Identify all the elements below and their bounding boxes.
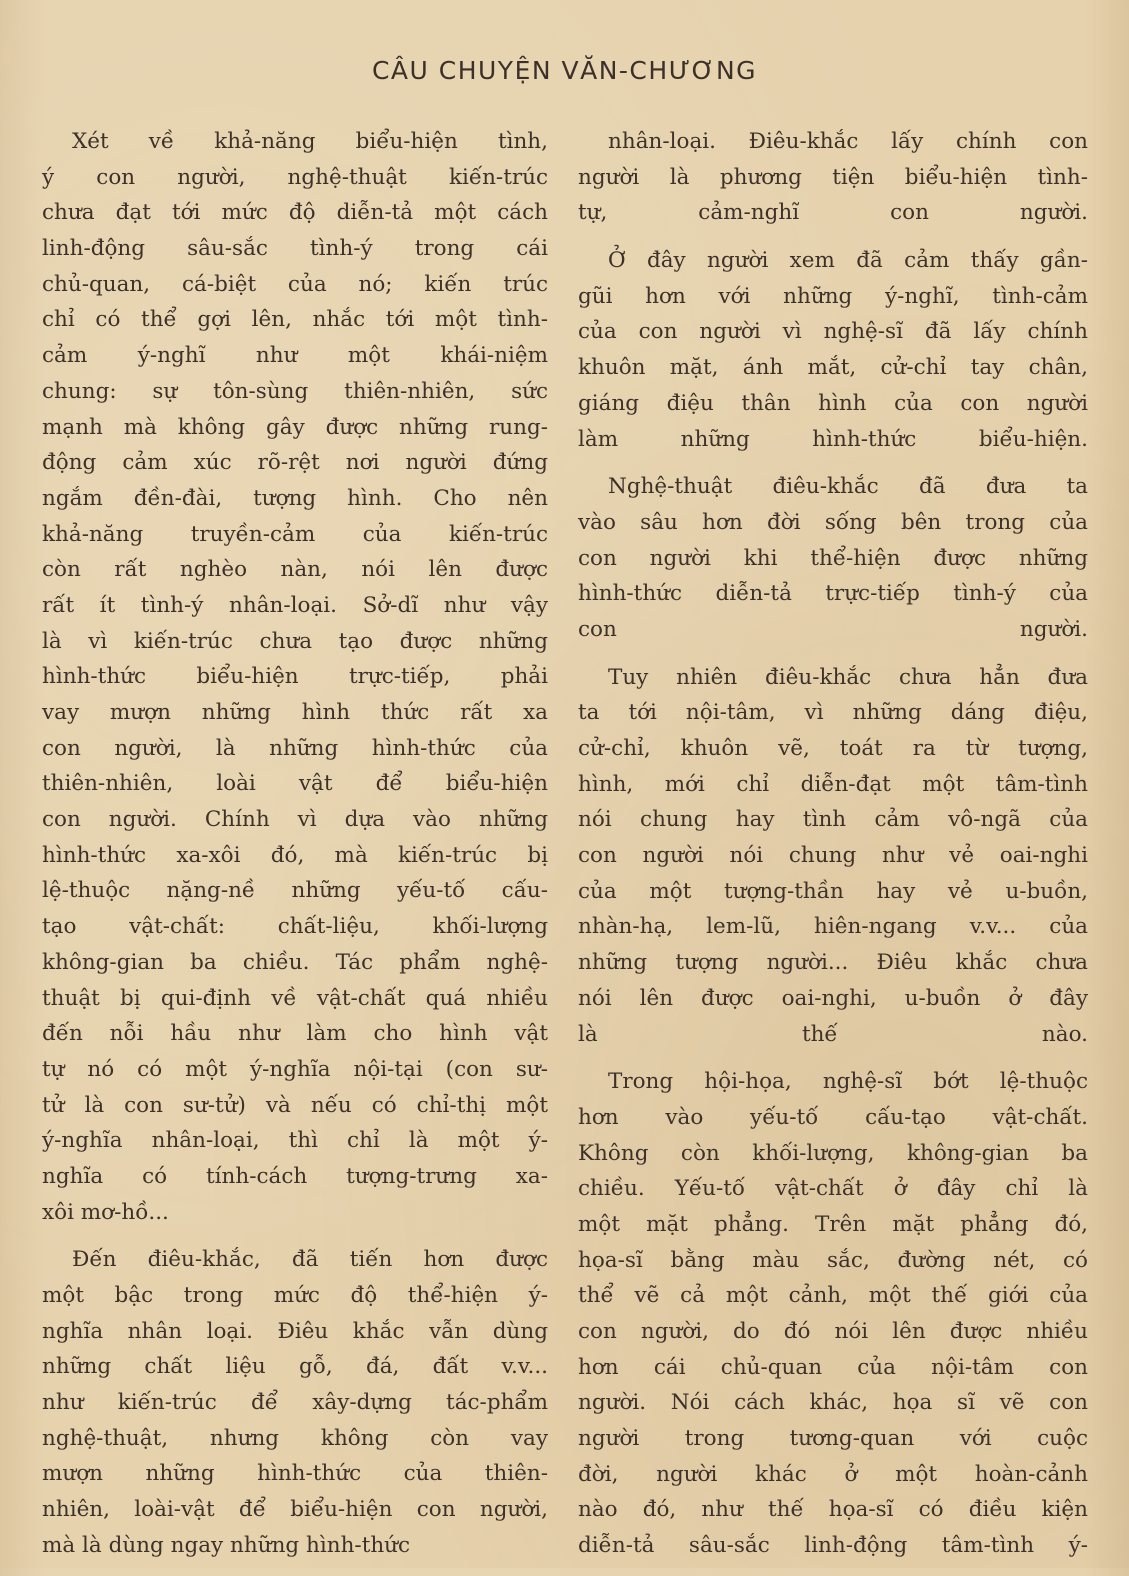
text-line: những tượng người... Điêu khắc chưa xyxy=(578,950,1088,976)
text-line: ý-nghĩa nhân-loại, thì chỉ là một ý- xyxy=(42,1128,548,1154)
text-line: nào đó, như thế họa-sĩ có điều kiện xyxy=(578,1497,1088,1523)
text-line: Không còn khối-lượng, không-gian ba xyxy=(578,1140,1088,1166)
paragraph xyxy=(578,660,1088,1053)
left-column xyxy=(42,124,548,1576)
text-line: Nghệ-thuật điêu-khắc đã đưa ta xyxy=(608,474,1088,500)
text-line: chiều. Yếu-tố vật-chất ở đây chỉ là xyxy=(578,1176,1088,1202)
text-line: họa-sĩ bằng màu sắc, đường nét, có xyxy=(578,1247,1088,1273)
text-line: người. Nói cách khác, họa sĩ vẽ con xyxy=(578,1390,1088,1416)
text-line: Đến điêu-khắc, đã tiến hơn được xyxy=(72,1247,548,1273)
text-line: vào sâu hơn đời sống bên trong của xyxy=(578,509,1088,535)
text-line: thuật bị qui-định về vật-chất quá nhiều xyxy=(42,985,548,1011)
text-line: nghĩa nhân loại. Điêu khắc vẫn dùng xyxy=(42,1318,548,1344)
right-column xyxy=(578,124,1088,1576)
text-line: đời, người khác ở một hoàn-cảnh xyxy=(578,1461,1088,1487)
paragraph xyxy=(42,124,548,1230)
text-line: nói chung hay tình cảm vô-ngã của xyxy=(578,807,1088,833)
text-line: gũi hơn với những ý-nghĩ, tình-cảm xyxy=(578,283,1088,309)
paragraph xyxy=(578,469,1088,647)
text-line: cử-chỉ, khuôn vẽ, toát ra từ tượng, xyxy=(578,736,1088,761)
text-line: người trong tương-quan với cuộc xyxy=(578,1426,1088,1452)
text-line: khuôn mặt, ánh mắt, cử-chỉ tay chân, xyxy=(578,355,1088,381)
text-line: Tuy nhiên điêu-khắc chưa hẳn đưa xyxy=(608,664,1088,690)
text-line: vay mượn những hình thức rất xa xyxy=(42,700,548,725)
text-line: mượn những hình-thức của thiên- xyxy=(42,1461,548,1487)
text-line: Xét về khả-năng biểu-hiện tình, xyxy=(72,129,548,154)
text-line: đến nỗi hầu như làm cho hình vật xyxy=(42,1021,548,1047)
text-line: nói lên được oai-nghi, u-buồn ở đây xyxy=(578,985,1088,1011)
text-line: hình, mới chỉ diễn-đạt một tâm-tình xyxy=(578,771,1088,797)
text-line: thể vẽ cả một cảnh, một thế giới của xyxy=(578,1283,1088,1309)
text-line: tự, cảm-nghĩ con người. xyxy=(578,200,1088,226)
paragraph xyxy=(578,1064,1088,1564)
text-line: hơn vào yếu-tố cấu-tạo vật-chất. xyxy=(578,1104,1088,1130)
text-line: là thế nào. xyxy=(578,1021,1088,1047)
text-line: như kiến-trúc để xây-dựng tác-phẩm xyxy=(42,1390,548,1416)
text-line: linh-động sâu-sắc tình-ý trong cái xyxy=(42,236,548,262)
text-line: Ở đây người xem đã cảm thấy gần- xyxy=(608,248,1088,274)
text-line: nhiên, loài-vật để biểu-hiện con người, xyxy=(42,1497,548,1523)
text-line: thiên-nhiên, loài vật để biểu-hiện xyxy=(42,771,548,797)
text-line: chủ-quan, cá-biệt của nó; kiến trúc xyxy=(42,271,548,297)
text-line: không-gian ba chiều. Tác phẩm nghệ- xyxy=(42,949,548,975)
text-line: người là phương tiện biểu-hiện tình- xyxy=(578,164,1088,190)
text-line: mạnh mà không gây được những rung- xyxy=(42,414,548,440)
text-line: của con người vì nghệ-sĩ đã lấy chính xyxy=(578,319,1088,345)
text-line: những chất liệu gỗ, đá, đất v.v... xyxy=(42,1354,548,1380)
text-line: diễn-tả sâu-sắc linh-động tâm-tình ý- xyxy=(578,1533,1088,1559)
text-line: làm những hình-thức biểu-hiện. xyxy=(578,426,1088,452)
text-line: ta tới nội-tâm, vì những dáng điệu, xyxy=(578,700,1088,726)
text-line: ý con người, nghệ-thuật kiến-trúc xyxy=(42,164,548,190)
text-line: con người. xyxy=(578,616,1088,642)
paragraph xyxy=(42,1242,548,1563)
text-line: của một tượng-thần hay vẻ u-buồn, xyxy=(578,878,1088,904)
text-line: cảm ý-nghĩ như một khái-niệm xyxy=(42,343,548,369)
text-line: một bậc trong mức độ thể-hiện ý- xyxy=(42,1283,548,1308)
text-line: Trong hội-họa, nghệ-sĩ bớt lệ-thuộc xyxy=(608,1069,1088,1095)
text-line: hình-thức diễn-tả trực-tiếp tình-ý của xyxy=(578,581,1088,607)
text-line: một mặt phẳng. Trên mặt phẳng đó, xyxy=(578,1211,1088,1237)
text-line: con người, do đó nói lên được nhiều xyxy=(578,1319,1088,1344)
text-line: con người khi thể-hiện được những xyxy=(578,545,1088,571)
text-line: còn rất nghèo nàn, nói lên được xyxy=(42,557,548,583)
text-line: nhàn-hạ, lem-lũ, hiên-ngang v.v... của xyxy=(578,914,1088,940)
text-line: hình-thức xa-xôi đó, mà kiến-trúc bị xyxy=(42,842,548,868)
text-line: động cảm xúc rõ-rệt nơi người đứng xyxy=(42,450,548,476)
text-line: con người, là những hình-thức của xyxy=(42,735,548,761)
text-line: lệ-thuộc nặng-nề những yếu-tố cấu- xyxy=(42,878,548,904)
text-line: khả-năng truyền-cảm của kiến-trúc xyxy=(42,521,548,547)
text-line: nhân-loại. Điêu-khắc lấy chính con xyxy=(608,129,1088,154)
text-line: nghĩa có tính-cách tượng-trưng xa- xyxy=(42,1163,548,1189)
text-line: mà là dùng ngay những hình-thức xyxy=(42,1532,411,1558)
text-line: tạo vật-chất: chất-liệu, khối-lượng xyxy=(42,914,548,940)
text-line: nghệ-thuật, nhưng không còn vay xyxy=(42,1425,548,1451)
paragraph xyxy=(578,243,1088,457)
text-line: ngắm đền-đài, tượng hình. Cho nên xyxy=(42,485,548,511)
text-line: là vì kiến-trúc chưa tạo được những xyxy=(42,628,548,654)
text-line: hình-thức biểu-hiện trực-tiếp, phải xyxy=(42,664,548,690)
text-line: rất ít tình-ý nhân-loại. Sở-dĩ như vậy xyxy=(42,592,548,618)
text-line: chung: sự tôn-sùng thiên-nhiên, sức xyxy=(42,378,548,404)
text-line: tử là con sư-tử) và nếu có chỉ-thị một xyxy=(42,1092,548,1118)
text-line: giáng điệu thân hình của con người xyxy=(578,390,1088,416)
paragraph xyxy=(578,124,1088,231)
text-line: con người nói chung như vẻ oai-nghi xyxy=(578,843,1088,869)
text-line: chỉ có thể gợi lên, nhắc tới một tình- xyxy=(42,307,548,333)
text-line: tự nó có một ý-nghĩa nội-tại (con sư- xyxy=(42,1056,548,1082)
text-line: xôi mơ-hồ... xyxy=(42,1199,169,1225)
running-head: CÂU CHUYỆN VĂN-CHƯƠNG xyxy=(371,56,758,85)
text-line: con người. Chính vì dựa vào những xyxy=(42,807,548,833)
text-line: chưa đạt tới mức độ diễn-tả một cách xyxy=(42,200,548,226)
text-line: hơn cái chủ-quan của nội-tâm con xyxy=(578,1354,1088,1380)
